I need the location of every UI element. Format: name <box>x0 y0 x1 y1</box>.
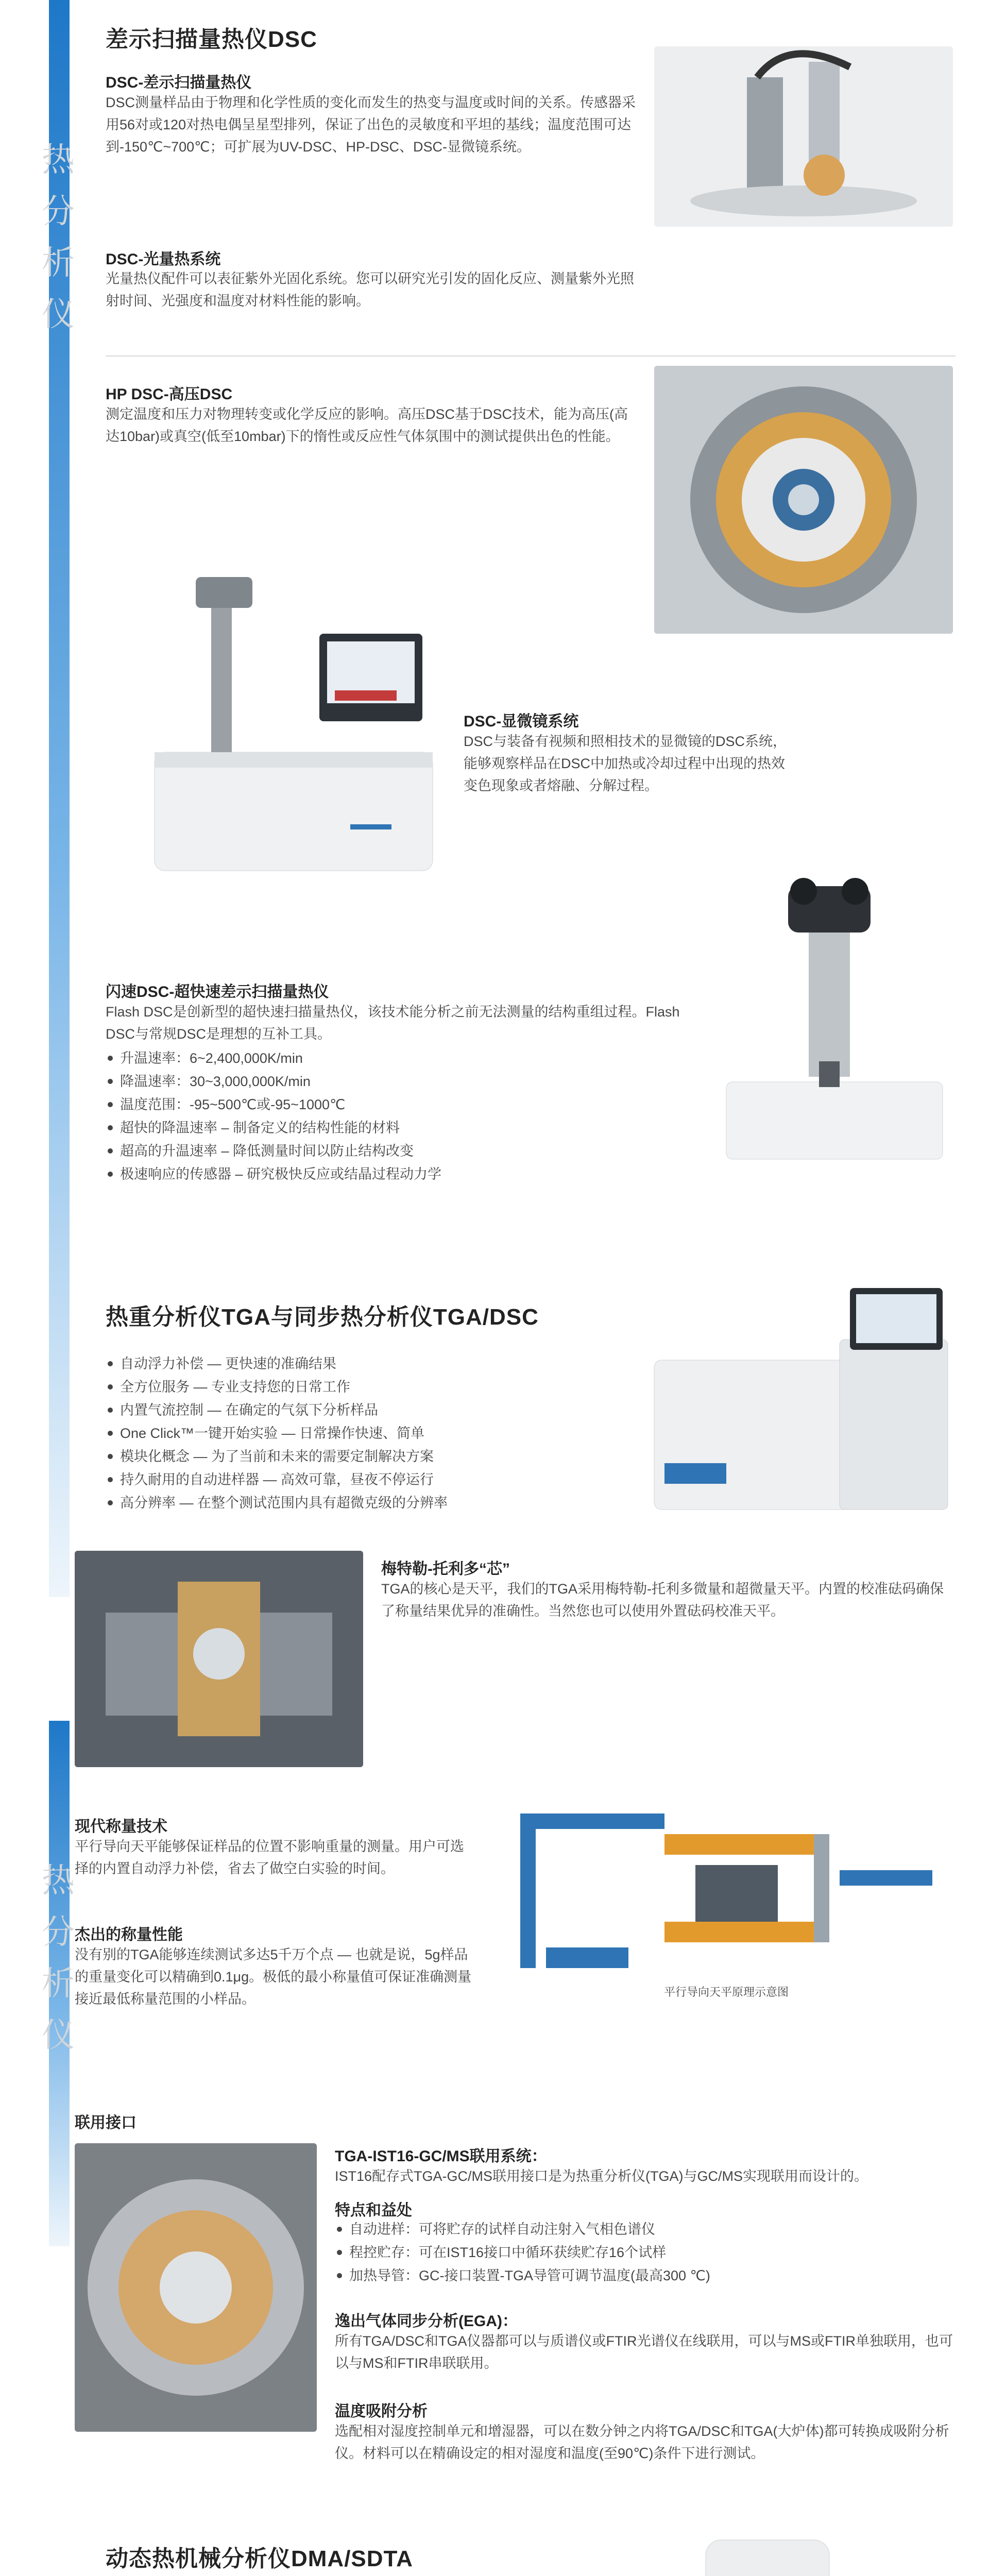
list-item: 模块化概念 — 为了当前和未来的需要定制解决方案 <box>106 1445 621 1468</box>
sidebar-char: 析 <box>42 1965 77 2002</box>
list-item: 极速响应的传感器 – 研究极快反应或结晶过程动力学 <box>106 1163 683 1186</box>
dsc-subtitle: DSC-差示扫描量热仪 <box>106 74 252 91</box>
photo-dsc-subtitle: DSC-光量热系统 <box>106 251 221 268</box>
section-title-dsc: 差示扫描量热仪DSC <box>106 27 317 52</box>
sidebar-thermal-top <box>31 0 88 1597</box>
list-item: One Click™一键开始实验 — 日常操作快速、简单 <box>106 1422 621 1445</box>
list-item: 加热导管：GC-接口装置-TGA导管可调节温度(最高300 ℃) <box>335 2264 953 2287</box>
list-item: 程控贮存：可在IST16接口中循环获续贮存16个试样 <box>335 2241 953 2264</box>
features-list <box>335 2218 953 2287</box>
ist16-interface-photo <box>75 2143 317 2432</box>
sidebar-char: 分 <box>42 1913 77 1951</box>
tga-instrument-photo <box>644 1278 953 1520</box>
dsc-description: DSC测量样品由于物理和化学性质的变化而发生的热变与温度或时间的关系。传感器采用56对或120对热电偶呈星型排列，保证了出色的灵敏度和平坦的基线；温度范围可达到-150℃~700℃；可扩展为UV-DSC、HP-DSC、DSC-显微镜系统。 <box>106 95 636 155</box>
hp-dsc-subtitle: HP DSC-高压DSC <box>106 386 233 403</box>
dsc-instrument-photo <box>134 556 453 886</box>
weighing-performance-description: 没有别的TGA能够连续测试多达5千万个点 — 也就是说，5g样品的重量变化可以精确到0.1μg。极低的最小称量值可保证准确测量接近最低称量范围的小样品。 <box>75 1947 472 2007</box>
sidebar-char: 仪 <box>42 2016 77 2054</box>
sorption-description: 选配相对湿度控制单元和增湿器，可以在数分钟之内将TGA/DSC和TGA(大炉体)都可转换成吸附分析仪。材料可以在精确设定的相对湿度和温度(至90℃)条件下进行测试。 <box>335 2424 949 2461</box>
microscope-dsc-subtitle: DSC-显微镜系统 <box>464 713 579 730</box>
list-item: 自动浮力补偿 — 更快速的准确结果 <box>106 1352 621 1376</box>
section-title-dma: 动态热机械分析仪DMA/SDTA <box>106 2546 413 2571</box>
sidebar-vertical-title <box>31 134 88 340</box>
modern-weighing-description: 平行导向天平能够保证样品的位置不影响重量的测量。用户可选择的内置自动浮力补偿，省去了做空白实验的时间。 <box>75 1839 464 1876</box>
diagram-caption: 平行导向天平原理示意图 <box>663 1986 789 1998</box>
flash-dsc-subtitle: 闪速DSC-超快速差示扫描量热仪 <box>106 984 329 1001</box>
tga-gcms-description: IST16配存式TGA-GC/MS联用接口是为热重分析仪(TGA)与GC/MS实现联用而设计的。 <box>335 2168 868 2184</box>
list-item: 内置气流控制 — 在确定的气氛下分析样品 <box>106 1399 621 1422</box>
dsc-sensor-photo <box>654 46 953 227</box>
flash-dsc-microscope-photo <box>711 866 953 1175</box>
interface-subtitle: 联用接口 <box>75 2114 137 2131</box>
flash-dsc-feature-list <box>106 1047 683 1186</box>
parallel-balance-diagram <box>500 1793 953 2009</box>
ega-subtitle: 逸出气体同步分析(EGA)： <box>335 2313 518 2330</box>
list-item: 超快的降温速率 – 制备定义的结构性能的材料 <box>106 1116 683 1140</box>
tga-feature-list <box>106 1352 621 1515</box>
list-item: 高分辨率 — 在整个测试范围内具有超微克级的分辨率 <box>106 1492 621 1515</box>
features-subtitle: 特点和益处 <box>335 2202 412 2219</box>
section-title-tga: 热重分析仪TGA与同步热分析仪TGA/DSC <box>106 1304 539 1330</box>
balance-core-description: TGA的核心是天平，我们的TGA采用梅特勒-托利多微量和超微量天平。内置的校准砝码确保了称量结果优异的准确性。当然您也可以使用外置砝码校准天平。 <box>381 1581 944 1619</box>
sorption-subtitle: 温度吸附分析 <box>335 2403 428 2420</box>
list-item: 升温速率：6~2,400,000K/min <box>106 1047 683 1070</box>
hp-dsc-description: 测定温度和压力对物理转变或化学反应的影响。高压DSC基于DSC技术，能为高压(高达10bar)或真空(低至10mbar)下的惰性或反应性气体氛围中的测试提供出色的性能。 <box>106 406 628 444</box>
ega-description: 所有TGA/DSC和TGA仪器都可以与质谱仪或FTIR光谱仪在线联用，可以与MS或FTIR单独联用，也可以与MS和FTIR串联联用。 <box>335 2333 953 2371</box>
list-item: 超高的升温速率 – 降低测量时间以防止结构改变 <box>106 1140 683 1163</box>
sidebar-char: 热 <box>42 1862 77 1899</box>
balance-core-photo <box>75 1551 363 1767</box>
sidebar-char: 仪 <box>42 296 77 333</box>
sidebar-char: 析 <box>42 244 77 281</box>
flash-dsc-description: Flash DSC是创新型的超快速扫描量热仪，该技术能分析之前无法测量的结构重组过程。Flash DSC与常规DSC是理想的互补工具。 <box>106 1004 680 1042</box>
list-item: 自动进样：可将贮存的试样自动注射入气相色谱仪 <box>335 2218 953 2241</box>
balance-core-subtitle: 梅特勒-托利多“芯” <box>381 1561 510 1578</box>
modern-weighing-subtitle: 现代称量技术 <box>75 1818 167 1835</box>
list-item: 温度范围：-95~500℃或-95~1000℃ <box>106 1093 683 1116</box>
sidebar-char: 热 <box>42 141 77 178</box>
list-item: 全方位服务 — 专业支持您的日常工作 <box>106 1376 621 1399</box>
microscope-dsc-description: DSC与装备有视频和照相技术的显微镜的DSC系统，能够观察样品在DSC中加热或冷却过程中出现的热效变色现象或者熔融、分解过程。 <box>464 734 787 793</box>
list-item: 降温速率：30~3,000,000K/min <box>106 1070 683 1093</box>
weighing-performance-subtitle: 杰出的称量性能 <box>75 1926 183 1943</box>
sidebar-char: 分 <box>42 193 77 230</box>
list-item: 持久耐用的自动进样器 — 高效可靠，昼夜不停运行 <box>106 1468 621 1492</box>
section-divider <box>106 355 956 357</box>
hp-dsc-furnace-photo <box>654 366 953 634</box>
dma-sdta-instrument-photo <box>551 2509 953 2576</box>
tga-gcms-subtitle: TGA-IST16-GC/MS联用系统： <box>335 2148 547 2165</box>
photo-dsc-description: 光量热仪配件可以表征紫外光固化系统。您可以研究光引发的固化反应、测量紫外光照射时间、光强度和温度对材料性能的影响。 <box>106 271 634 309</box>
